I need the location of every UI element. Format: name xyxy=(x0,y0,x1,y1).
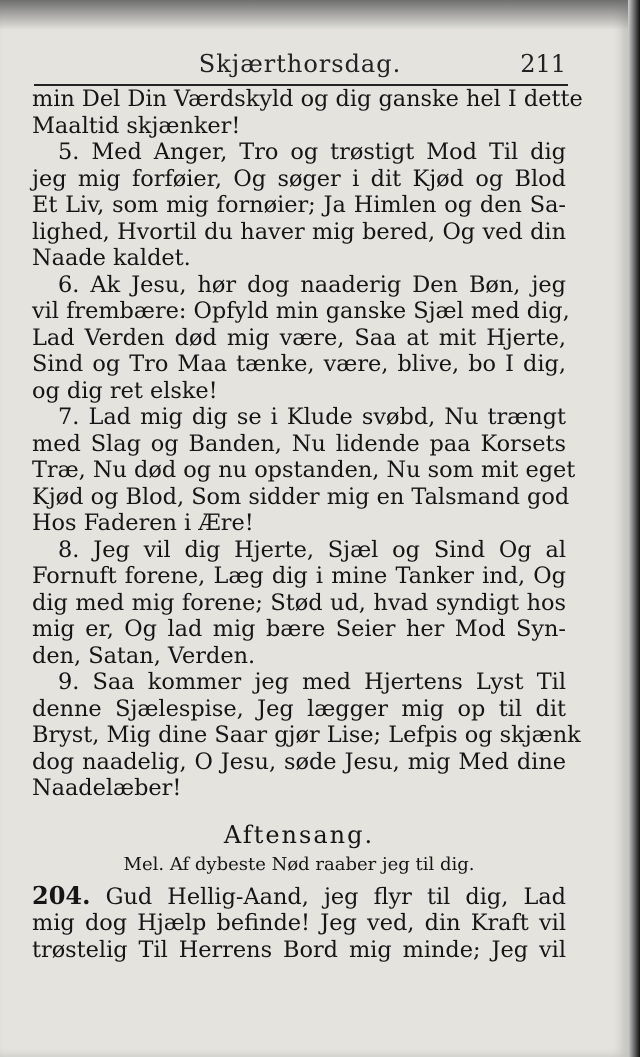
verse-line: dog naadelig, O Jesu, søde Jesu, mig Med dine xyxy=(32,748,566,775)
hymn-line: mig dog Hjælp befinde! Jeg ved, din Kraft vil xyxy=(32,910,566,936)
verse-line: 8. Jeg vil dig Hjerte, Sjæl og Sind Og al xyxy=(58,536,566,563)
verse-line: den, Satan, Verden. xyxy=(32,642,256,669)
verse-line: 9. Saa kommer jeg med Hjertens Lyst Til xyxy=(58,669,566,695)
verse-line: denne Sjælespise, Jeg lægger mig op til dit xyxy=(32,695,566,722)
verse-line: og dig ret elske! xyxy=(32,377,218,404)
hymn-number: 204. xyxy=(32,880,91,910)
hymn-first-line-text: Gud Hellig-Aand, jeg flyr til dig, Lad xyxy=(105,883,566,910)
verse-line: vil frembære: Opfyld min ganske Sjæl med dig, xyxy=(32,298,570,324)
verse-line: 7. Lad mig dig se i Klude svøbd, Nu trængt xyxy=(58,404,566,430)
top-shadow xyxy=(0,0,628,30)
verse-line: jeg mig forføier, Og søger i dit Kjød og Blod xyxy=(32,165,566,192)
verse-line: 6. Ak Jesu, hør dog naaderig Den Bøn, jeg xyxy=(58,271,566,298)
running-header xyxy=(34,50,566,84)
page-edge xyxy=(628,0,640,1057)
verse-line: Maaltid skjænker! xyxy=(32,112,241,139)
verse-line: Et Liv, som mig fornøier; Ja Himlen og den Sa- xyxy=(32,192,566,218)
verse-line: 5. Med Anger, Tro og trøstigt Mod Til dig xyxy=(58,139,566,165)
verse-line: Fornuft forene, Læg dig i mine Tanker ind, Og xyxy=(32,563,566,589)
verse-line: Kjød og Blod, Som sidder mig en Talsmand god xyxy=(32,483,570,510)
page-number: 211 xyxy=(520,50,566,78)
verse-line: min Del Din Værdskyld og dig ganske hel I dette xyxy=(32,86,583,112)
verse-line: Naadelæber! xyxy=(32,775,182,801)
verse-line: dig med mig forene; Stød ud, hvad syndigt hos xyxy=(32,589,566,616)
hymn-first-line xyxy=(32,880,566,911)
hymn-text xyxy=(32,86,583,963)
section-title: Aftensang. xyxy=(223,820,375,849)
verse-line: Naade kaldet. xyxy=(32,245,191,271)
verse-line: Lad Verden død mig være, Saa at mit Hjerte, xyxy=(32,324,566,351)
verse-line: Bryst, Mig dine Saar gjør Lise; Lefpis og skjænk xyxy=(32,722,581,748)
verse-lines xyxy=(32,86,583,802)
verse-line: lighed, Hvortil du haver mig bered, Og ved din xyxy=(32,218,566,245)
melody-note: Mel. Af dybeste Nød raaber jeg til dig. xyxy=(123,854,475,875)
verse-line: mig er, Og lad mig bære Seier her Mod Syn- xyxy=(32,616,566,642)
verse-line: Træ, Nu død og nu opstanden, Nu som mit eget xyxy=(32,457,576,483)
verse-line: med Slag og Banden, Nu lidende paa Korsets xyxy=(32,430,566,457)
verse-line: Hos Faderen i Ære! xyxy=(32,510,254,536)
verse-line: Sind og Tro Maa tænke, være, blive, bo I dig, xyxy=(32,351,566,377)
running-title: Skjærthorsdag. xyxy=(198,50,402,78)
hymn-line: trøstelig Til Herrens Bord mig minde; Jeg vil xyxy=(32,936,566,963)
